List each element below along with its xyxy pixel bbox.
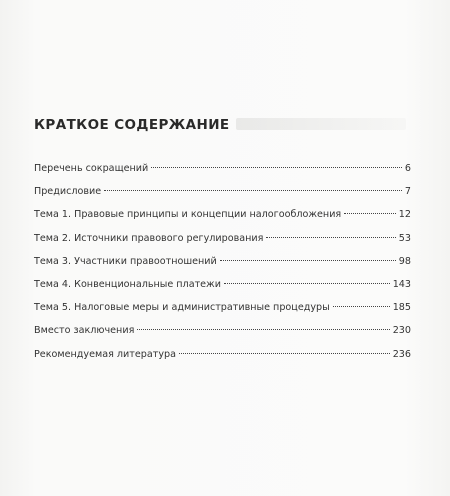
bleed-through-text bbox=[236, 118, 406, 130]
dot-leader bbox=[137, 329, 389, 330]
toc-entry-page: 6 bbox=[404, 163, 411, 174]
toc-entry-page: 12 bbox=[398, 209, 411, 221]
toc-heading: КРАТКОЕ СОДЕРЖАНИЕ bbox=[34, 117, 230, 133]
toc-entry-page: 98 bbox=[398, 255, 411, 267]
toc-entry bbox=[34, 296, 411, 319]
toc-entry-title: Предисловие bbox=[34, 186, 102, 198]
toc-entry-page: 230 bbox=[392, 325, 411, 337]
toc-entry-title: Перечень сокращений bbox=[34, 163, 149, 174]
toc-entry-title: Тема 3. Участники правоотношений bbox=[34, 255, 217, 267]
dot-leader bbox=[220, 260, 396, 261]
toc-entry-title: Тема 1. Правовые принципы и концепции налогообложения bbox=[34, 209, 342, 221]
dot-leader bbox=[344, 213, 396, 214]
toc-entry bbox=[34, 319, 411, 342]
toc-entry bbox=[34, 203, 411, 226]
dot-leader bbox=[179, 353, 390, 354]
dot-leader bbox=[224, 283, 390, 284]
toc-entry bbox=[34, 227, 411, 250]
toc-entry-page: 7 bbox=[404, 186, 411, 198]
toc-entry-title: Тема 4. Конвенциональные платежи bbox=[34, 278, 221, 290]
toc-entry-title: Вместо заключения bbox=[34, 325, 135, 337]
toc-entry bbox=[34, 250, 411, 273]
toc-entry-page: 143 bbox=[392, 278, 411, 290]
toc-entry bbox=[34, 273, 411, 296]
toc-entry-page: 236 bbox=[392, 348, 411, 360]
dot-leader bbox=[104, 190, 402, 191]
dot-leader bbox=[151, 167, 402, 168]
toc-entry-page: 53 bbox=[398, 232, 411, 244]
toc-entry bbox=[34, 180, 411, 203]
toc-entry-title: Тема 5. Налоговые меры и административные процедуры bbox=[34, 302, 330, 314]
toc-entry bbox=[34, 157, 411, 180]
table-of-contents bbox=[34, 157, 411, 366]
dot-leader bbox=[333, 306, 390, 307]
toc-entry-title: Тема 2. Источники правового регулирования bbox=[34, 232, 264, 244]
toc-entry-page: 185 bbox=[392, 302, 411, 314]
dot-leader bbox=[266, 237, 395, 238]
toc-entry-title: Рекомендуемая литература bbox=[34, 348, 176, 360]
toc-entry bbox=[34, 343, 411, 366]
